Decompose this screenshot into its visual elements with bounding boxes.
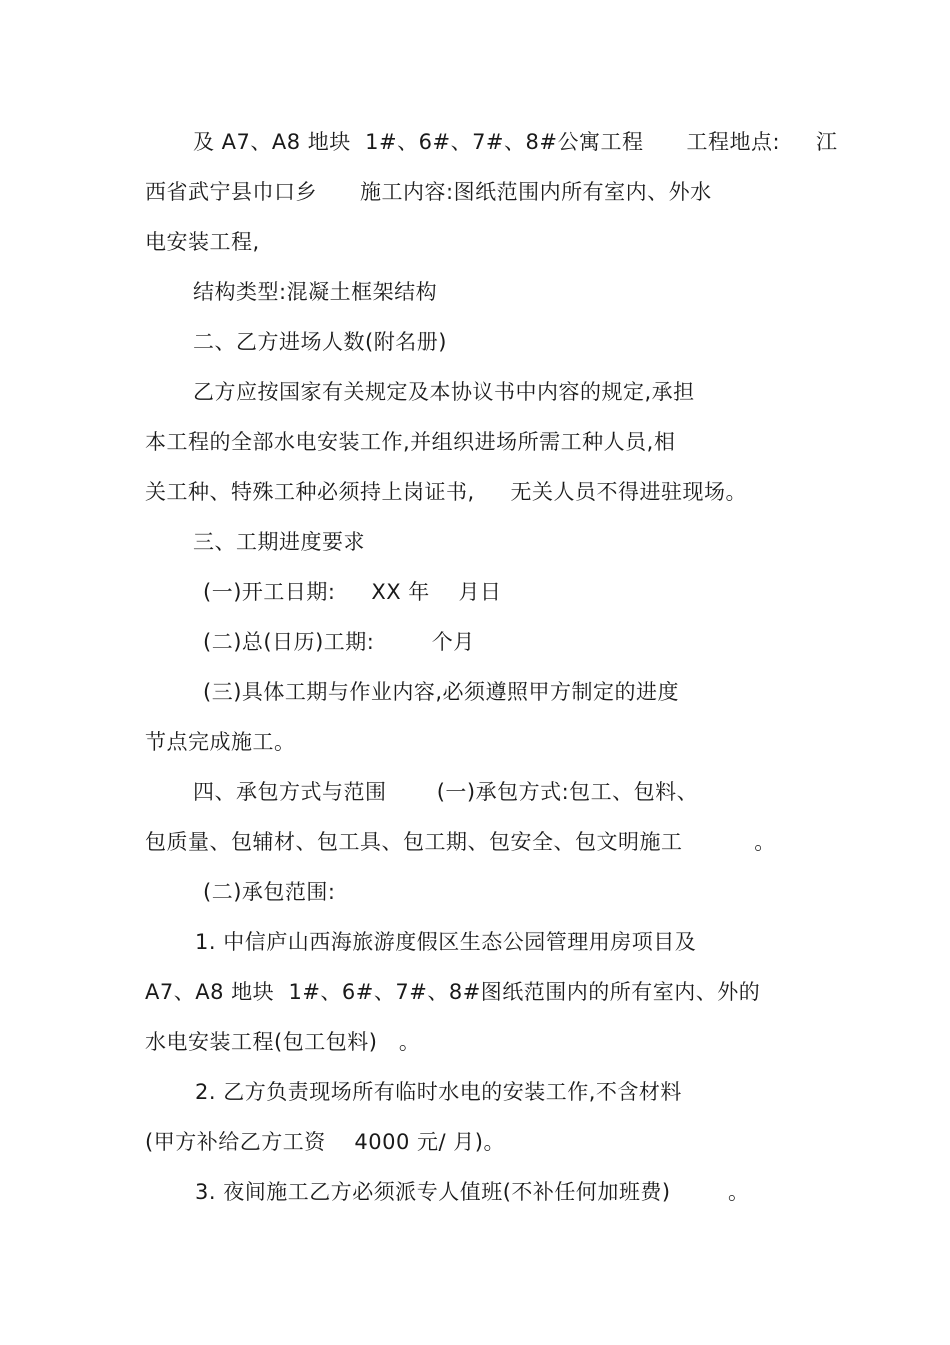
text-line: 本工程的全部水电安装工作,并组织进场所需工种人员,相 [145,430,676,454]
list-item: 3. 夜间施工乙方必须派专人值班(不补任何加班费) 。 [195,1180,750,1204]
section-heading: 四、承包方式与范围 (一)承包方式:包工、包料、 [193,780,699,804]
text-line: 结构类型:混凝土框架结构 [193,280,438,304]
text-line: 关工种、特殊工种必须持上岗证书, 无关人员不得进驻现场。 [145,480,748,504]
section-heading: 二、乙方进场人数(附名册) [193,330,447,354]
text-line: (一)开工日期: XX 年 月日 [203,580,502,604]
text-line: (甲方补给乙方工资 4000 元/ 月)。 [145,1130,505,1154]
text-line: 西省武宁县巾口乡 施工内容:图纸范围内所有室内、外水 [145,180,712,204]
text-line: 电安装工程, [145,230,260,254]
text-line: 节点完成施工。 [145,730,296,754]
text-line: A7、A8 地块 1#、6#、7#、8#图纸范围内的所有室内、外的 [145,980,761,1004]
text-line: 包质量、包辅材、包工具、包工期、包安全、包文明施工 。 [145,830,776,854]
text-line: 乙方应按国家有关规定及本协议书中内容的规定,承担 [193,380,695,404]
text-line: (三)具体工期与作业内容,必须遵照甲方制定的进度 [203,680,680,704]
list-item: 1. 中信庐山西海旅游度假区生态公园管理用房项目及 [195,930,697,954]
section-heading: 三、工期进度要求 [193,530,365,554]
text-line: (二)总(日历)工期: 个月 [203,630,475,654]
text-line: 水电安装工程(包工包料) 。 [145,1030,421,1054]
list-item: 2. 乙方负责现场所有临时水电的安装工作,不含材料 [195,1080,682,1104]
text-line: 及 A7、A8 地块 1#、6#、7#、8#公寓工程 工程地点: 江 [193,130,838,154]
text-line: (二)承包范围: [203,880,336,904]
